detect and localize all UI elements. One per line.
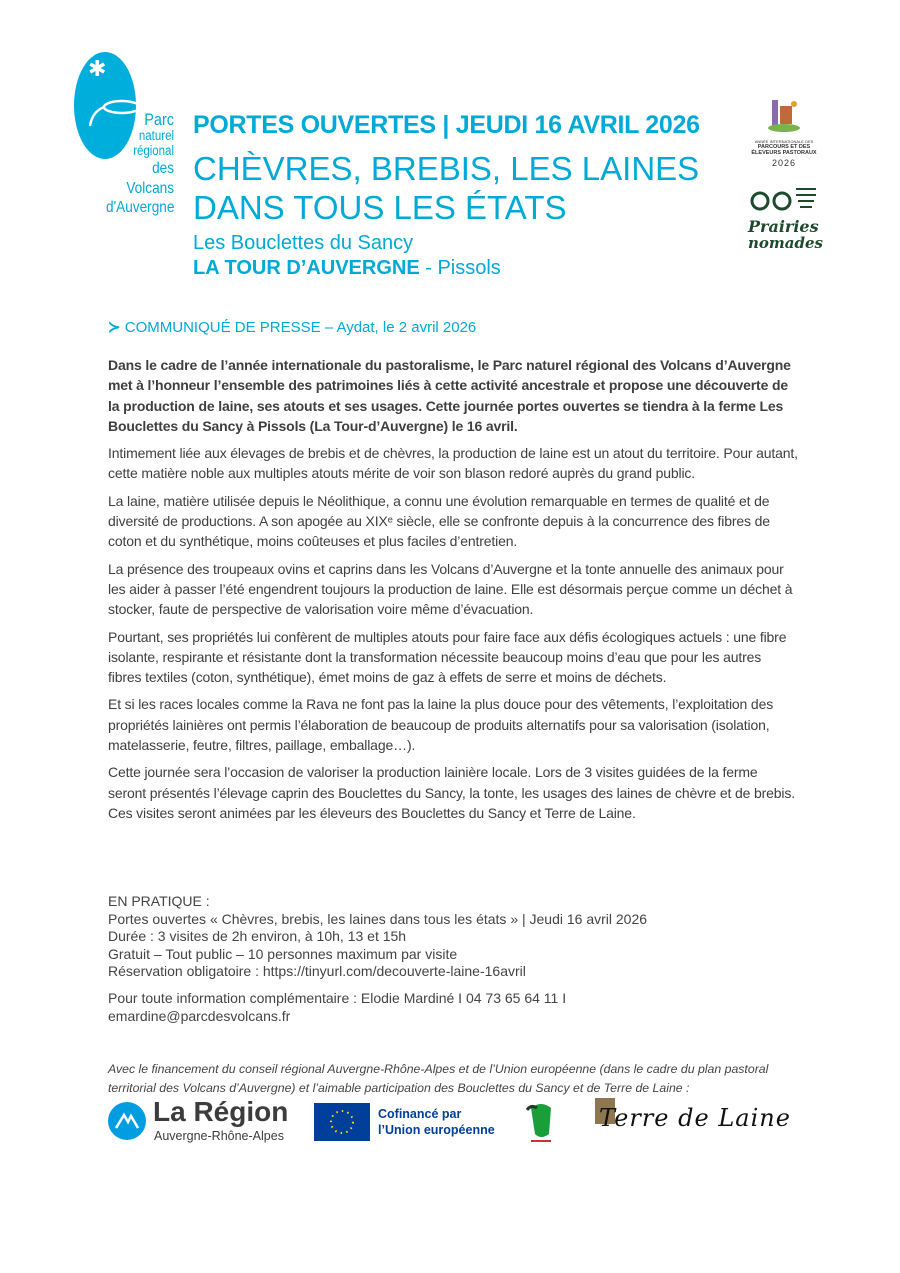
year-small: ANNÉE INTERNATIONALE DES <box>754 139 814 144</box>
title-line: CHÈVRES, BREBIS, LES LAINES <box>193 150 700 187</box>
paragraph: Et si les races locales comme la Rava ne font pas la laine la plus douce pour des vêtements, l’exploitation des propriétés lainières ont permis l’élaboration de beaucoup de produits alternatifs pour sa valorisation (isolation, matelasserie, feutre, filtres, paillage, emballage…). <box>108 696 774 754</box>
contact-info <box>108 989 566 1025</box>
year-number: 2026 <box>771 158 797 168</box>
terre-de-laine-text: Terre de Laine <box>599 1104 791 1132</box>
nomades-text: nomades <box>748 234 823 252</box>
paragraph: Pourtant, ses propriétés lui confèrent de multiples atouts pour faire face aux défis écologiques actuels : une fibre isolante, respirante et résistante dont la transformation nécessite beaucoup moins d’eau que pour les autres fibres textiles (coton, synthétique), émet moins de gaz à effets de serre et moins de déchets. <box>108 628 787 686</box>
title-line: DANS TOUS LES ÉTATS <box>193 189 567 226</box>
lead-paragraph: Dans le cadre de l’année internationale du pastoralisme, le Parc naturel régional des Volcans d’Auvergne met à l’honneur l’ensemble des patrimoines liés à cette activité ancestrale et propose une découverte de la production de laine, ses atouts et ses usages. Cette journée portes ouvertes se tiendra à la ferme Les Bouclettes du Sancy à Pissols (La Tour-d’Auvergne) le 16 avril. <box>108 357 791 434</box>
partner-logos-right <box>748 96 823 252</box>
press-release-line <box>108 318 476 336</box>
practical-line: Portes ouvertes « Chèvres, brebis, les laines dans tous les états » | Jeudi 16 avril 2026 <box>108 910 648 927</box>
asterisk-icon: ✱ <box>88 56 107 81</box>
place-rest: - Pissols <box>419 257 501 279</box>
prairies-symbol-icon <box>748 184 820 214</box>
paragraph: La présence des troupeaux ovins et caprins dans les Volcans d’Auvergne et la tonte annuelle des animaux pour les aider à passer l’été engendrent toujours la production de laine. Elle est désormais perçue comme un déchet à stocker, faute de perspective de valorisation voire même d’évacuation. <box>108 560 793 618</box>
region-name: La Région <box>153 1096 289 1127</box>
logo-line: naturel <box>138 127 174 143</box>
reservation-link[interactable]: Réservation obligatoire : https://tinyurl.com/decouverte-laine-16avril <box>108 963 526 979</box>
paragraph: La laine, matière utilisée depuis le Néolithique, a connu une évolution remarquable en termes de qualité et de diversité de productions. A son apogée au XIXᵉ siècle, elle se confronte depuis à la concurrence des fibres de coton et du synthétique, moins coûteuses et plus faciles d’entretien. <box>108 492 770 550</box>
eu-line: Cofinancé par <box>378 1107 462 1121</box>
body-text <box>108 355 798 830</box>
region-mountain-icon <box>108 1102 146 1140</box>
paragraph: Intimement liée aux élevages de brebis et de chèvres, la production de laine est un atout du territoire. Pour autant, cette matière noble aux multiples atouts mérite de voir son blason redoré auprès du grand public. <box>108 445 798 482</box>
practical-info <box>108 893 647 981</box>
region-subname: Auvergne-Rhône-Alpes <box>154 1129 284 1143</box>
contact-line: Pour toute information complémentaire : Elodie Mardiné I 04 73 65 64 11 I <box>108 990 567 1006</box>
ministry-goat-logo-icon <box>521 1100 561 1146</box>
arrow-icon: ≻ <box>108 319 125 336</box>
practical-line: Gratuit – Tout public – 10 personnes maximum par visite <box>108 945 458 962</box>
contact-email[interactable]: emardine@parcdesvolcans.fr <box>108 1008 291 1024</box>
practical-line: Durée : 3 visites de 2h environ, à 10h, 13 et 15h <box>108 928 407 944</box>
event-location <box>193 231 501 281</box>
prairies-text: Prairies <box>748 217 819 236</box>
eu-line: l’Union européenne <box>378 1123 495 1137</box>
practical-heading: EN PRATIQUE : <box>108 893 210 909</box>
event-title <box>193 149 699 227</box>
logo-line: d'Auvergne <box>106 198 175 216</box>
eu-flag-icon <box>314 1103 370 1141</box>
event-date-heading: PORTES OUVERTES | JEUDI 16 AVRIL 2026 <box>193 111 700 139</box>
prairies-nomades-logo <box>748 184 823 252</box>
pastoralists-year-logo <box>748 96 820 168</box>
eu-text <box>378 1106 495 1138</box>
partner-logos-footer <box>108 1098 808 1148</box>
year-title: ÉLEVEURS PASTORAUX <box>751 150 817 156</box>
logo-line: des Volcans <box>126 159 174 197</box>
animals-icon <box>748 96 820 134</box>
funding-note: Avec le financement du conseil régional Auvergne-Rhône-Alpes et de l’Union européenne (dans le cadre du plan pastoral territorial des Volcans d’Auvergne) et l’aimable participation des Bouclettes du Sancy et de Terre de Laine : <box>108 1062 769 1095</box>
farm-name: Les Bouclettes du Sancy <box>193 232 414 254</box>
press-line-text: COMMUNIQUÉ DE PRESSE – Aydat, le 2 avril 2026 <box>124 319 477 336</box>
paragraph: Cette journée sera l’occasion de valoriser la production lainière locale. Lors de 3 visites guidées de la ferme seront présentés l’élevage caprin des Bouclettes du Sancy, la tonte, les usages des laines de chèvre et de brebis. Ces visites seront animées par les éleveurs des Bouclettes du Sancy et Terre de Laine. <box>108 764 795 821</box>
place-bold: LA TOUR D’AUVERGNE <box>193 257 420 279</box>
year-title: PARCOURS ET DES <box>757 144 811 150</box>
logo-line: Parc <box>144 110 174 129</box>
parc-volcans-logo <box>74 52 184 216</box>
logo-line: régional <box>133 143 174 158</box>
